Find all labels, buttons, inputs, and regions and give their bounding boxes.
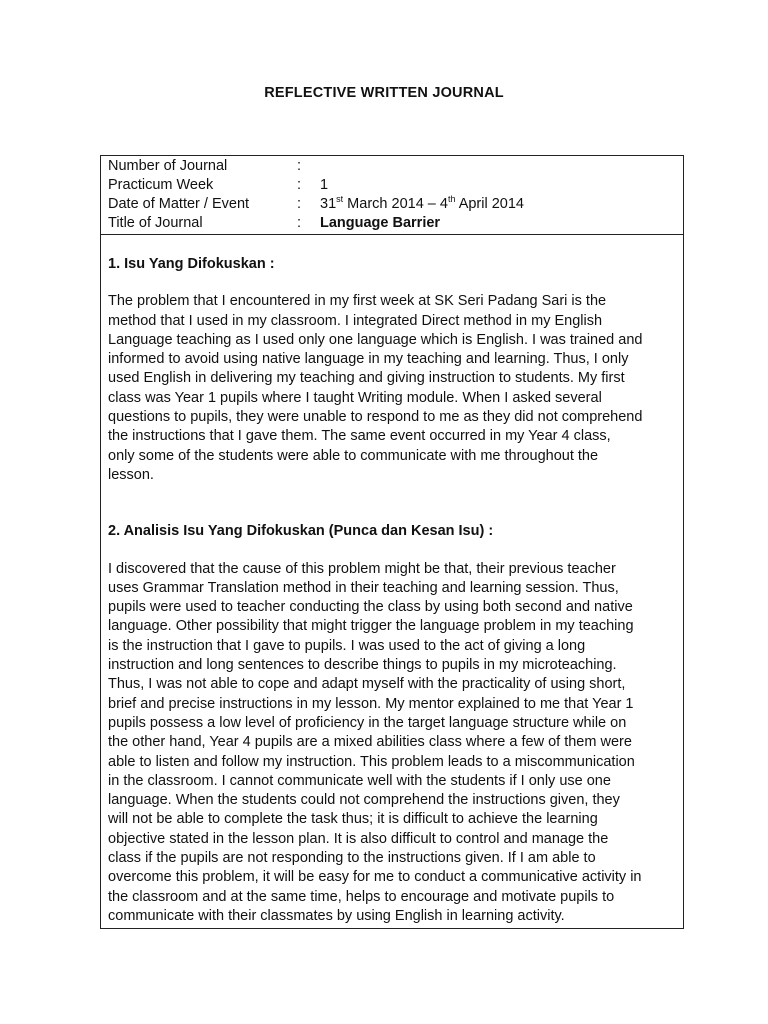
section-heading-issue: 1. Isu Yang Difokuskan : bbox=[108, 256, 275, 272]
text-line: informed to avoid using native language in my teaching and learning. Thus, I only bbox=[108, 351, 629, 368]
number-of-journal-label: Number of Journal bbox=[108, 158, 228, 174]
practicum-week-label: Practicum Week bbox=[108, 177, 214, 193]
text-line: the other hand, Year 4 pupils are a mixed abilities class where a few of them were bbox=[108, 734, 632, 751]
text-line: pupils possess a low level of proficiency in the target language structure while on bbox=[108, 714, 627, 731]
text-line: the instructions that I gave them. The same event occurred in my Year 4 class, bbox=[108, 428, 611, 445]
text-line: objective stated in the lesson plan. It is also difficult to control and manage the bbox=[108, 830, 609, 847]
date-of-event-value bbox=[320, 195, 524, 214]
meta-colon: : bbox=[297, 158, 302, 174]
title-of-journal-label: Title of Journal bbox=[108, 215, 203, 231]
date-of-event-label: Date of Matter / Event bbox=[108, 196, 250, 212]
text-line: used English in delivering my teaching and giving instruction to students. My first bbox=[108, 370, 625, 387]
text-line: uses Grammar Translation method in their teaching and learning session. Thus, bbox=[108, 579, 619, 596]
text-line: Language teaching as I used only one language which is English. I was trained and bbox=[108, 331, 643, 348]
text-line: will not be able to complete the task thus; it is difficult to achieve the learning bbox=[108, 811, 598, 828]
journal-content bbox=[101, 255, 683, 926]
journal-box bbox=[100, 155, 684, 929]
text-line: brief and precise instructions in my lesson. My mentor explained to me that Year 1 bbox=[108, 695, 634, 712]
title-of-journal-value: Language Barrier bbox=[320, 215, 441, 231]
text-line: I discovered that the cause of this problem might be that, their previous teacher bbox=[108, 560, 616, 577]
meta-row-number bbox=[108, 157, 683, 176]
text-line: communicate with their classmates by using English in learning activity. bbox=[108, 907, 565, 924]
text-line: language. When the students could not comprehend the instructions given, they bbox=[108, 792, 620, 809]
text-line: Thus, I was not able to cope and adapt myself with the practicality of using short, bbox=[108, 676, 626, 693]
text-line: overcome this problem, it will be easy for me to conduct a communicative activity in bbox=[108, 869, 642, 886]
meta-row-title bbox=[108, 214, 683, 233]
text-line: language. Other possibility that might trigger the language problem in my teaching bbox=[108, 618, 634, 635]
text-line: The problem that I encountered in my first week at SK Seri Padang Sari is the bbox=[108, 293, 607, 310]
text-line: class if the pupils are not responding to the instructions given. If I am able to bbox=[108, 850, 596, 867]
date-end-suffix: th bbox=[447, 194, 456, 204]
text-line: the classroom and at the same time, helps to encourage and motivate pupils to bbox=[108, 888, 615, 905]
practicum-week-value: 1 bbox=[320, 177, 329, 193]
meta-row-week bbox=[108, 176, 683, 195]
date-start-suffix: st bbox=[336, 194, 344, 204]
journal-meta bbox=[101, 156, 683, 235]
text-line: pupils were used to teacher conducting the class by using both second and native bbox=[108, 599, 633, 616]
text-line: able to listen and follow my instruction. This problem leads to a miscommunication bbox=[108, 753, 635, 770]
text-line: method that I used in my classroom. I integrated Direct method in my English bbox=[108, 312, 603, 329]
text-line: lesson. bbox=[108, 466, 154, 483]
date-middle: March 2014 – 4 bbox=[343, 196, 448, 212]
date-start-day: 31 bbox=[320, 196, 337, 212]
text-line: class was Year 1 pupils where I taught Writing module. When I asked several bbox=[108, 389, 602, 406]
text-line: is the instruction that I gave to pupils. I was used to the act of giving a long bbox=[108, 637, 586, 654]
text-line: in the classroom. I cannot communicate well with the students if I only use one bbox=[108, 772, 611, 789]
section-body-analysis bbox=[108, 560, 676, 927]
text-line: instruction and long sentences to describe things to pupils in my microteaching. bbox=[108, 657, 617, 674]
text-line: only some of the students were able to communicate with me throughout the bbox=[108, 447, 599, 464]
meta-row-date bbox=[108, 195, 683, 214]
meta-colon: : bbox=[297, 177, 302, 193]
document-title: REFLECTIVE WRITTEN JOURNAL bbox=[264, 85, 504, 101]
meta-colon: : bbox=[297, 196, 302, 212]
date-end: April 2014 bbox=[455, 196, 524, 212]
text-line: questions to pupils, they were unable to respond to me as they did not comprehend bbox=[108, 409, 643, 426]
section-heading-analysis: 2. Analisis Isu Yang Difokuskan (Punca dan Kesan Isu) : bbox=[108, 523, 494, 540]
section-body-issue bbox=[108, 292, 676, 485]
meta-colon: : bbox=[297, 215, 302, 231]
